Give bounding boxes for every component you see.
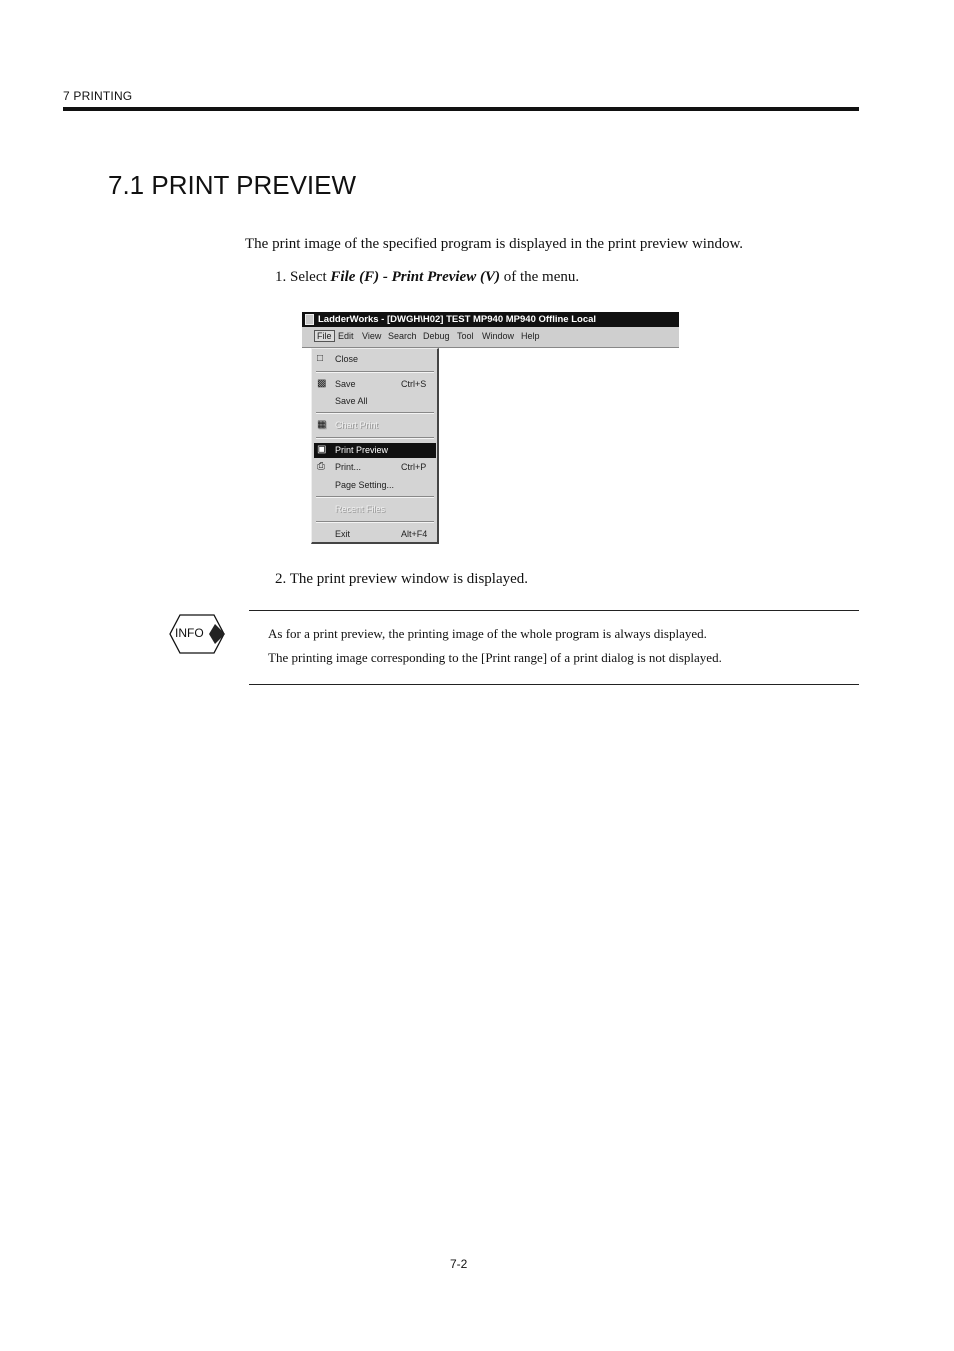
menu-separator [316,371,434,373]
print-preview-icon: ▣ [317,444,327,455]
info-top-rule [249,610,859,611]
menu-item-chart-print: ▦ Chart Print [317,419,379,430]
save-icon: ▩ [317,378,327,389]
menu-separator [316,437,434,439]
menu-bar [302,327,679,348]
menu-screenshot [302,312,680,546]
running-head: 7 PRINTING [63,89,133,103]
printer-icon: ⎙ [317,461,325,472]
section-title: 7.1 PRINT PREVIEW [108,170,357,200]
menu-item-exit[interactable]: Exit Alt+F4 [335,529,428,539]
menu-help[interactable]: Help [521,331,540,341]
menu-item-print-preview[interactable]: ▣ Print Preview [314,443,436,458]
chart-print-icon: ▦ [317,419,327,430]
menu-separator [316,521,434,523]
step-1-prefix: 1. Select [275,269,331,285]
step-2: 2. The print preview window is displayed. [275,571,529,587]
menu-debug[interactable]: Debug [423,331,450,341]
menu-separator [316,412,434,414]
info-line-2: The printing image corresponding to the [Print range] of a print dialog is not displayed. [268,650,722,665]
menu-edit[interactable]: Edit [338,331,354,341]
header-rule [63,107,859,111]
menu-item-page-setting[interactable]: Page Setting... [335,480,395,490]
step-1-suffix: of the menu. [499,269,580,285]
app-title: LadderWorks - [DWGH\H02] TEST MP940 MP940 Offline Local [318,314,597,325]
system-menu-icon[interactable] [305,314,314,325]
menu-item-save[interactable]: ▩ Save Ctrl+S [317,378,427,389]
menu-item-save-all[interactable]: Save All [335,396,368,406]
menu-window[interactable]: Window [482,331,515,341]
menu-tool[interactable]: Tool [457,331,474,341]
info-badge-label: INFO [175,626,204,640]
menu-item-close[interactable]: □ Close [317,353,359,364]
menu-search[interactable]: Search [388,331,417,341]
file-menu-dropdown [311,348,439,544]
intro-paragraph: The print image of the specified program is displayed in the print preview window. [245,236,744,252]
app-title-bar [302,312,679,327]
info-line-1: As for a print preview, the printing image of the whole program is always displayed. [268,626,707,641]
menu-file[interactable]: File [314,330,335,342]
menu-item-print[interactable]: ⎙ Print... Ctrl+P [317,461,427,472]
info-bottom-rule [249,684,859,685]
menu-view[interactable]: View [362,331,382,341]
page-number: 7-2 [450,1257,468,1271]
menu-separator [316,496,434,498]
step-1-command: File (F) - Print Preview (V) [330,269,500,285]
step-1 [275,269,579,286]
menu-item-recent-files: Recent Files [335,504,386,514]
close-icon: □ [317,353,324,364]
